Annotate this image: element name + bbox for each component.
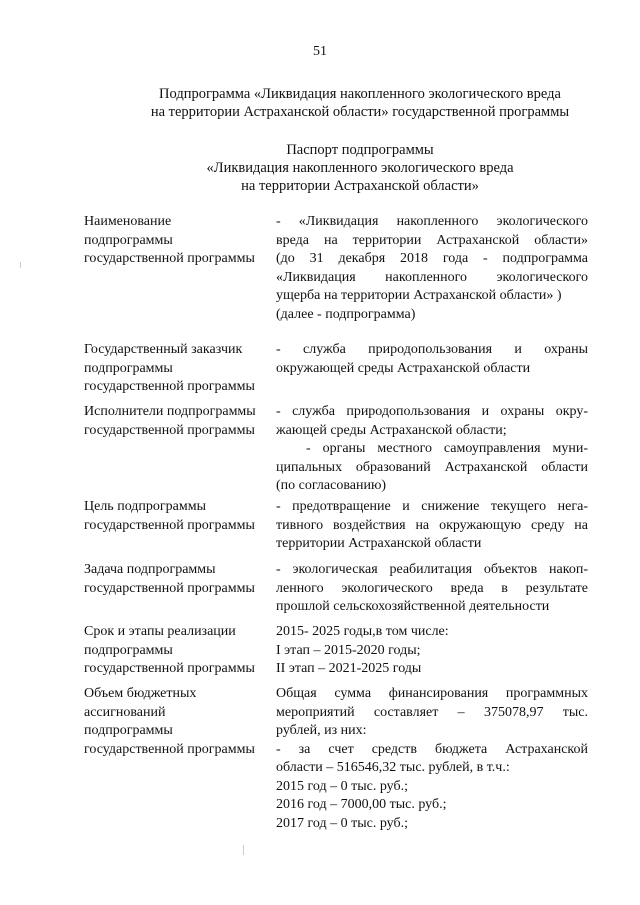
label-line: подпрограммы <box>84 642 173 658</box>
value-line: 2017 год – 0 тыс. руб.; <box>276 815 408 831</box>
value-line: ленного экологического вреда в результате <box>276 580 588 596</box>
value-line: ципальных образований Астраханской области <box>276 459 588 475</box>
value-line: - экологическая реабилитация объектов накоп- <box>276 562 588 577</box>
page-number: 51 <box>313 44 327 59</box>
value-line: I этап – 2015-2020 годы; <box>276 642 421 658</box>
value-line: 2016 год – 7000,00 тыс. руб.; <box>276 797 447 812</box>
label-line: подпрограммы <box>84 723 173 738</box>
row-label <box>84 623 274 679</box>
value-line: ущерба на территории Астраханской области» ) <box>276 288 562 303</box>
value-line: - служба природопользования и охраны окру- <box>276 404 588 419</box>
label-line: государственной программы <box>84 580 255 596</box>
row-label <box>84 213 274 269</box>
value-line: вреда на территории Астраханской области» <box>276 232 588 248</box>
value-line: 2015- 2025 годы,в том числе: <box>276 624 449 639</box>
row-value <box>276 561 588 617</box>
subprogram-title-line: Подпрограмма «Ликвидация накопленного экологического вреда <box>159 86 561 102</box>
label-line: государственной программы <box>84 741 255 757</box>
subprogram-title-line: на территории Астраханской области» государственной программы <box>150 104 570 120</box>
value-line: - «Ликвидация накопленного экологического <box>276 214 588 229</box>
value-line: - служба природопользования и охраны <box>276 342 588 357</box>
label-line: подпрограммы <box>84 232 173 248</box>
label-line: Наименование <box>84 214 172 229</box>
row-value <box>276 498 588 554</box>
passport-title-line: на территории Астраханской области» <box>241 178 479 194</box>
passport-title <box>120 141 600 195</box>
value-line: рублей, из них: <box>276 723 367 738</box>
row-label <box>84 498 274 535</box>
label-line: государственной программы <box>84 661 255 676</box>
label-line: Исполнители подпрограммы <box>84 404 256 419</box>
label-line: государственной программы <box>84 517 255 533</box>
value-line: жающей среды Астраханской области; <box>276 422 507 438</box>
value-line: 2015 год – 0 тыс. руб.; <box>276 778 408 794</box>
row-label <box>84 341 274 397</box>
value-line: - предотвращение и снижение текущего нега- <box>276 499 588 514</box>
value-line: территории Астраханской области <box>276 536 482 551</box>
label-line: ассигнований <box>84 704 166 720</box>
value-line: «Ликвидация накопленного экологического <box>276 269 588 285</box>
label-line: Срок и этапы реализации <box>84 624 236 639</box>
value-line: мероприятий составляет – 375078,97 тыс. <box>276 704 588 720</box>
row-value <box>276 403 588 496</box>
value-line: - за счет средств бюджета Астраханской <box>276 741 588 757</box>
value-line: области – 516546,32 тыс. рублей, в т.ч.: <box>276 760 510 775</box>
row-value <box>276 341 588 378</box>
label-line: Цель подпрограммы <box>84 499 206 514</box>
label-line: государственной программы <box>84 251 255 266</box>
row-label <box>84 561 274 598</box>
row-label <box>84 403 274 440</box>
label-line: государственной программы <box>84 379 255 394</box>
label-line: Государственный заказчик <box>84 342 243 357</box>
value-line: тивного воздействия на окружающую среду на <box>276 517 588 533</box>
value-line: (до 31 декабря 2018 года - подпрограмма <box>276 251 588 266</box>
value-line: прошлой сельскохозяйственной деятельности <box>276 599 550 614</box>
label-line: Объем бюджетных <box>84 686 197 701</box>
subprogram-title <box>120 85 600 121</box>
value-line: (далее - подпрограмма) <box>276 306 416 322</box>
value-line: - органы местного самоуправления муни- <box>306 441 588 456</box>
value-line: II этап – 2021-2025 годы <box>276 661 422 676</box>
value-line: Общая сумма финансирования программных <box>276 686 588 701</box>
label-line: государственной программы <box>84 422 255 438</box>
scan-mark <box>20 262 21 268</box>
passport-title-line: Паспорт подпрограммы <box>286 142 434 158</box>
row-value <box>276 685 588 833</box>
value-line: (по согласованию) <box>276 478 387 493</box>
value-line: окружающей среды Астраханской области <box>276 360 531 376</box>
row-label <box>84 685 274 759</box>
row-value <box>276 213 588 324</box>
passport-title-line: «Ликвидация накопленного экологического вреда <box>206 160 514 176</box>
label-line: подпрограммы <box>84 360 173 376</box>
scan-mark <box>243 845 244 855</box>
label-line: Задача подпрограммы <box>84 562 216 577</box>
row-value <box>276 623 588 679</box>
